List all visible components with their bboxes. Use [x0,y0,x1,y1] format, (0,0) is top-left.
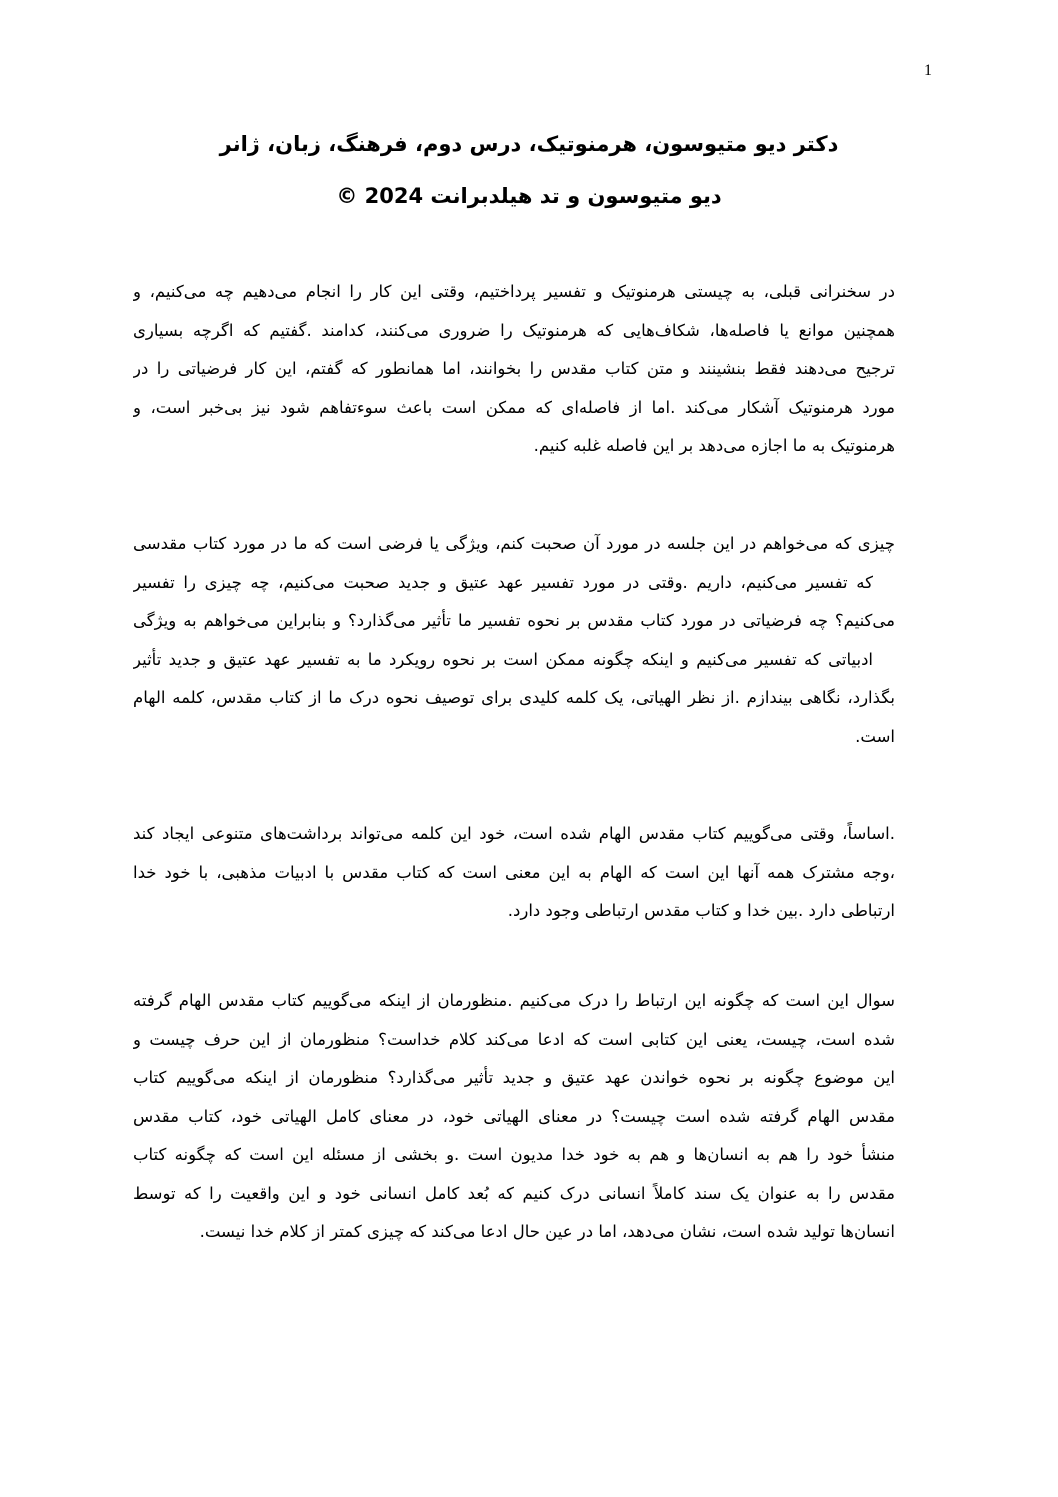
text-line: هرمنوتیک به ما اجازه می‌دهد بر این فاصله غلبه کنیم. [533,436,895,455]
text-line: که تفسیر می‌کنیم، داریم .وقتی در مورد تفسیر عهد عتیق و جدید صحبت می‌کنیم، چه چیزی را تفسیر [133,572,873,592]
paragraph-4 [133,982,895,1252]
text-line: سوال این است که چگونه این ارتباط را درک می‌کنیم .منظورمان از اینکه می‌گوییم کتاب مقدس الهام گرفته [133,991,895,1010]
text-line: چیزی که می‌خواهم در این جلسه در مورد آن صحبت کنم، ویژگی یا فرضی است که ما در مورد کتاب مقدسی [133,534,895,553]
text-line: مقدس الهام گرفته شده است چیست؟ در معنای الهیاتی خود، در معنای کامل الهیاتی خود، کتاب مقدس [133,1106,895,1126]
text-line: .اساساً، وقتی می‌گوییم کتاب مقدس الهام شده است، خود این کلمه می‌تواند برداشت‌های متنوعی ایجاد کند [133,824,895,843]
text-line: در سخنرانی قبلی، به چیستی هرمنوتیک و تفسیر پرداختیم، وقتی این کار را انجام می‌دهیم چه می‌کنیم، و [133,282,895,301]
paragraph-2 [133,525,895,756]
text-line: انسان‌ها تولید شده است، نشان می‌دهد، اما در عین حال ادعا می‌کند که چیزی کمتر از کلام خدا نیست. [199,1222,895,1241]
page-number: 1 [924,62,932,79]
document-title: دکتر دیو متیوسون، هرمنوتیک، درس دوم، فرهنگ، زبان، ژانر [219,132,839,156]
text-line: این موضوع چگونه بر نحوه خواندن عهد عتیق و جدید تأثیر می‌گذارد؟ منظورمان از اینکه می‌گوییم کتاب [133,1068,895,1087]
copyright-line: دیو متیوسون و تد هیلدبرانت 2024 © [336,184,722,208]
text-line: می‌کنیم؟ چه فرضیاتی در مورد کتاب مقدس بر نحوه تفسیر ما تأثیر می‌گذارد؟ و بنابراین می‌خواهم به ویژگی [133,611,895,630]
text-line: همچنین موانع یا فاصله‌ها، شکاف‌هایی که هرمنوتیک را ضروری می‌کنند، کدامند .گفتیم که اگرچه بسیاری [133,320,895,340]
text-line: شده است، چیست، یعنی این کتابی است که ادعا می‌کند کلام خداست؟ منظورمان از این حرف چیست و [133,1029,895,1049]
text-line: است. [855,726,895,746]
text-line: ادبیاتی که تفسیر می‌کنیم و اینکه چگونه ممکن است بر نحوه رویکرد ما به تفسیر عهد عتیق و جدید تأثیر [133,649,873,669]
text-line: مقدس را به عنوان یک سند کاملاً انسانی درک کنیم که بُعد کامل انسانی خود و این واقعیت را که توسط [133,1183,895,1203]
text-line: ترجیح می‌دهند فقط بنشینند و متن کتاب مقدس را بخوانند، اما همانطور که گفتم، این کار فرضیاتی را در [133,359,895,378]
text-line: منشأ خود را هم به انسان‌ها و هم به خود خدا مدیون است .و بخشی از مسئله این است که چگونه کتاب [133,1145,895,1164]
paragraph-1 [133,273,895,466]
text-line: ارتباطی دارد .بین خدا و کتاب مقدس ارتباطی وجود دارد. [507,901,895,920]
paragraph-3 [133,815,895,931]
text-line: بگذارد، نگاهی بیندازم .از نظر الهیاتی، یک کلمه کلیدی برای توصیف نحوه درک ما از کتاب مقدس، کلمه الهام [133,688,895,707]
text-line: مورد هرمنوتیک آشکار می‌کند .اما از فاصله‌ای که ممکن است باعث سوءتفاهم شود نیز بی‌خبر است، و [133,397,895,417]
text-line: ،وجه مشترک همه آنها این است که الهام به این معنی است که کتاب مقدس با ادبیات مذهبی، با خود خدا [133,862,895,882]
